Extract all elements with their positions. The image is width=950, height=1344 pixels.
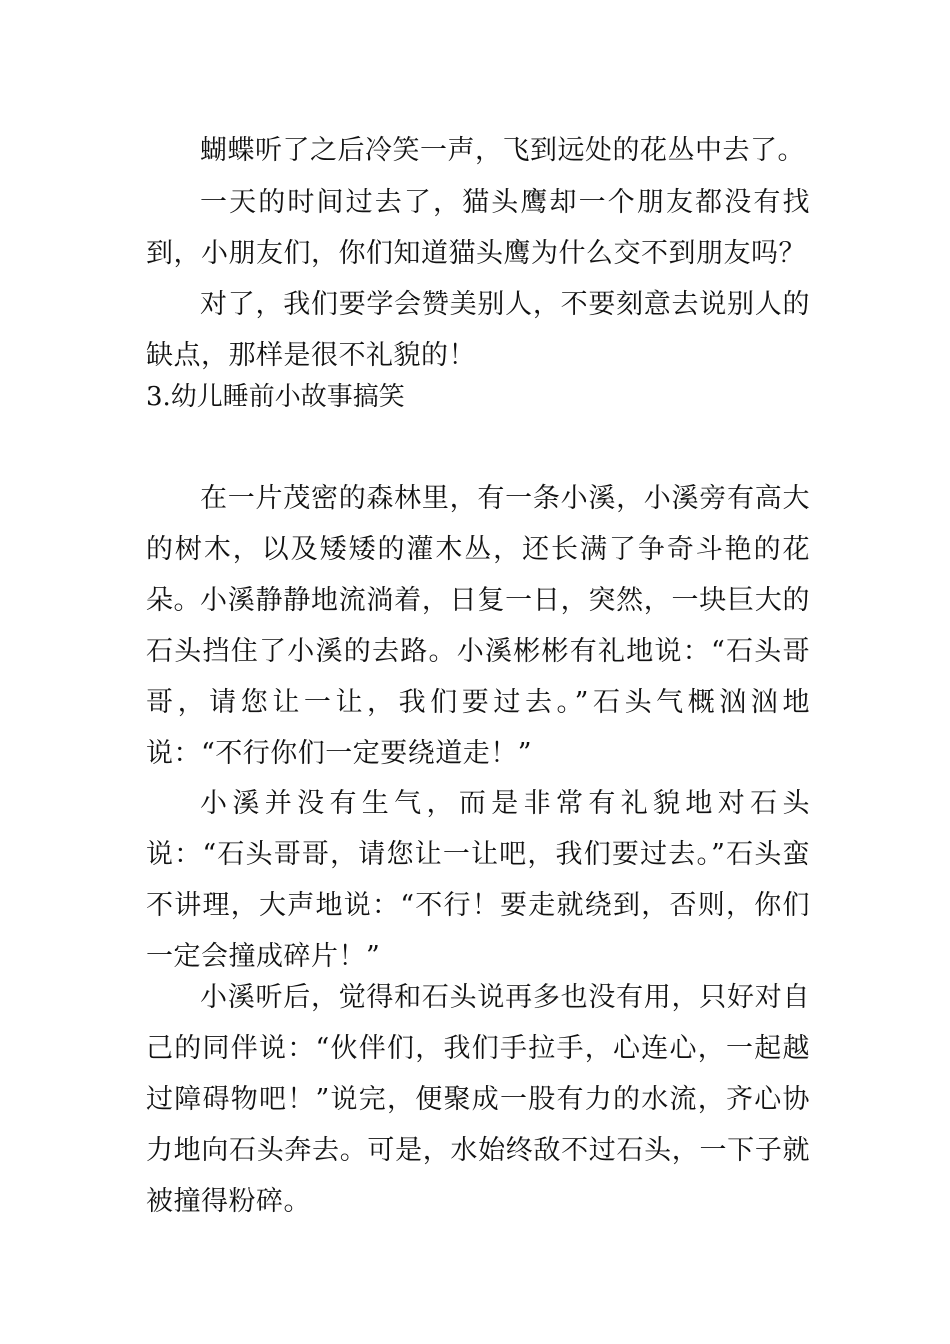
paragraph-moral: 对了，我们要学会赞美别人，不要刻意去说别人的缺点，那样是很不礼貌的！	[146, 289, 810, 371]
section-heading: 3.幼儿睡前小故事搞笑	[146, 382, 405, 412]
paragraph-stone-blocks: 小溪静静地流淌着，日复一日，突然，一块巨大的石头挡住了小溪的去路。小溪彬彬有礼地说：“石头哥哥，请您让一让，我们要过去。”石头气概汹汹地说：“不行你们一定要绕道走！”	[146, 585, 810, 769]
paragraph-stream-polite: 小溪并没有生气，而是非常有礼貌地对石头说：“石头哥哥，请您让一让吧，我们要过去。”石头蛮不讲理，大声地说：“不行！要走就绕到，否则，你们一定会撞成碎片！”	[146, 788, 810, 972]
paragraph-owl-no-friends: 一天的时间过去了，猫头鹰却一个朋友都没有找到，小朋友们，你们知道猫头鹰为什么交不到朋友吗？	[146, 187, 810, 269]
paragraph-stream-charges: 小溪听后，觉得和石头说再多也没有用，只好对自己的同伴说：“伙伴们，我们手拉手，心连心，一起越过障碍物吧！”说完，便聚成一股有力的水流，齐心协力地向石头奔去。可是，水始终敌不过石头，一下子就被撞得粉碎。	[146, 982, 810, 1217]
paragraph-butterfly: 蝴蝶听了之后冷笑一声，飞到远处的花丛中去了。	[200, 135, 805, 166]
paragraph-forest-stream: 在一片茂密的森林里，有一条小溪，小溪旁有高大的树木，以及矮矮的灌木丛，还长满了争奇斗艳的花朵。	[146, 483, 810, 616]
